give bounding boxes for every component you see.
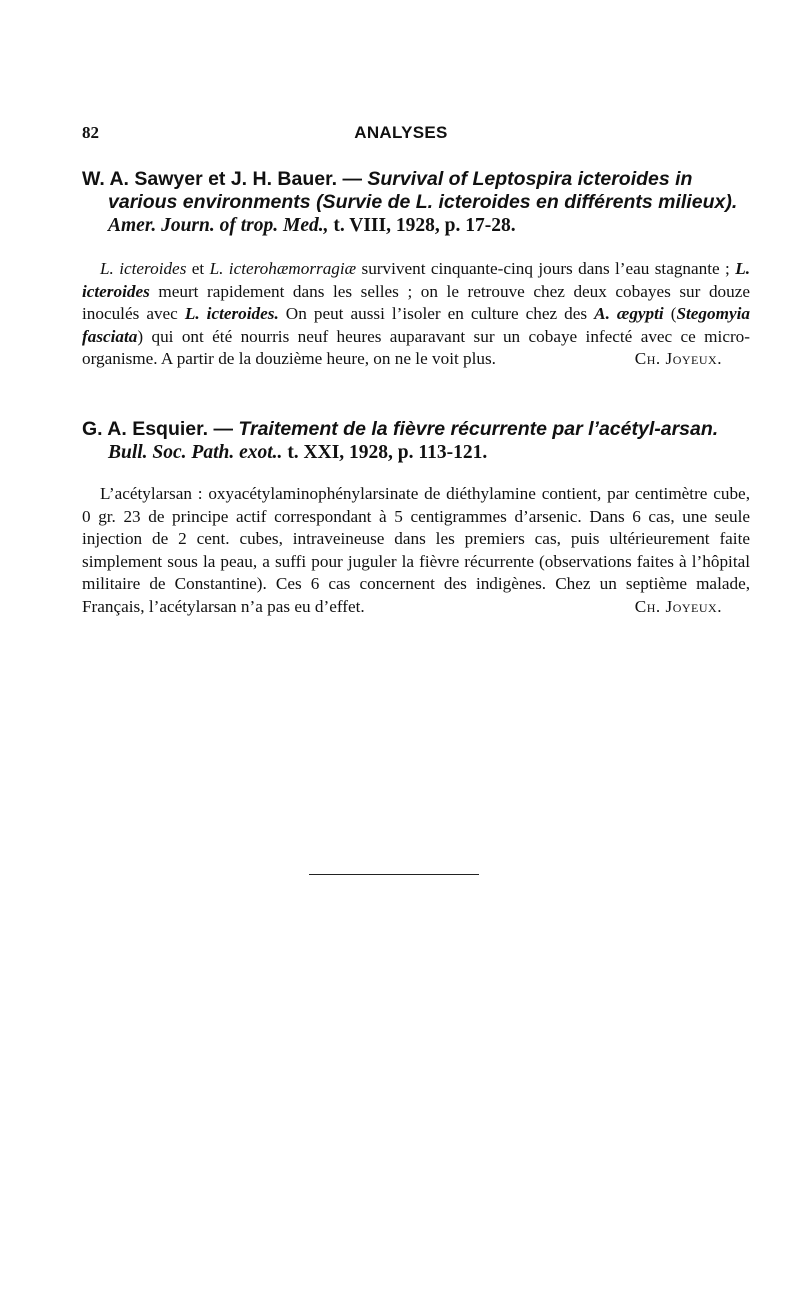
abstract-paragraph [82, 483, 750, 619]
abstract-text: On peut aussi l’isoler en culture chez des [278, 304, 595, 324]
abstract-text: meurt rapidement dans les selles ; on le retrouve chez deux cobayes sur douze inoculés avec [82, 281, 750, 324]
entry-title: Traitement de la fièvre récurrente par l’acétyl-arsan. [238, 418, 719, 440]
entry-abstract [82, 258, 750, 371]
abstract-text: L’acétylarsan : oxyacétylaminophénylarsinate de diéthylamine contient, par centimètre cube, 0 gr. 23 de principe actif correspondant à 5 centigrammes d’arsenic. Dans 6 cas, une seule injection de 2 cent. cubes, intraveineuse dans les premiers cas, puis ultérieurement faite simplement sous la peau, a suffi pour juguler la fièvre récurrente (observations faites à l’hôpital militaire de Constantine). Ces 6 cas concernent des indigènes. Chez un septième malade, Français, l’acétylarsan n’a pas eu d’effet. [82, 484, 750, 616]
entry-esquier [82, 418, 750, 464]
species-name: A. ægypti [594, 304, 664, 324]
abstract-text: ) qui ont été nourris neuf heures auparavant sur un cobaye infecté avec ce micro-organisme. A partir de la douzième heure, on ne le voit plus. [82, 326, 750, 369]
entry-journal: Amer. Journ. of trop. Med., [108, 215, 329, 236]
entry-citation: t. VIII, 1928, p. 17-28. [333, 215, 516, 236]
abstract-paragraph [82, 258, 750, 371]
species-name: L. icteroides [100, 259, 187, 278]
abstract-text: et [186, 259, 210, 278]
end-divider [309, 874, 479, 875]
entry-dash: — [342, 168, 362, 190]
entry-source [108, 215, 516, 236]
running-title: ANALYSES [354, 123, 448, 142]
species-name: L. icterohæmorragiæ [209, 259, 357, 278]
entry-title: Survival of Leptospira icteroides in various environments (Survie de L. icteroides en différents milieux). [108, 168, 738, 213]
entry-source [108, 442, 487, 463]
page-number: 82 [82, 123, 99, 142]
abstract-text: survivent cinquante-cinq jours dans l’eau stagnante ; [356, 259, 736, 278]
abstract-text: ( [663, 304, 677, 324]
entry-heading [82, 168, 750, 237]
entry-authors: G. A. Esquier. [82, 418, 209, 440]
entry-authors: W. A. Sawyer et J. H. Bauer. [82, 168, 338, 190]
entry-abstract [82, 483, 750, 619]
entry-sawyer-bauer [82, 168, 750, 237]
signature: Ch. Joyeux. [634, 596, 722, 616]
entry-heading [82, 418, 750, 464]
running-head [82, 123, 720, 145]
species-name: Stegomyia fasciata [82, 304, 750, 346]
species-name: L. icteroides. [184, 304, 279, 324]
entry-citation: t. XXI, 1928, p. 113-121. [287, 442, 488, 463]
entry-journal: Bull. Soc. Path. exot.. [108, 442, 283, 463]
species-name: L. icteroides [82, 259, 750, 301]
entry-dash: — [213, 418, 233, 440]
signature: Ch. Joyeux. [634, 349, 722, 369]
